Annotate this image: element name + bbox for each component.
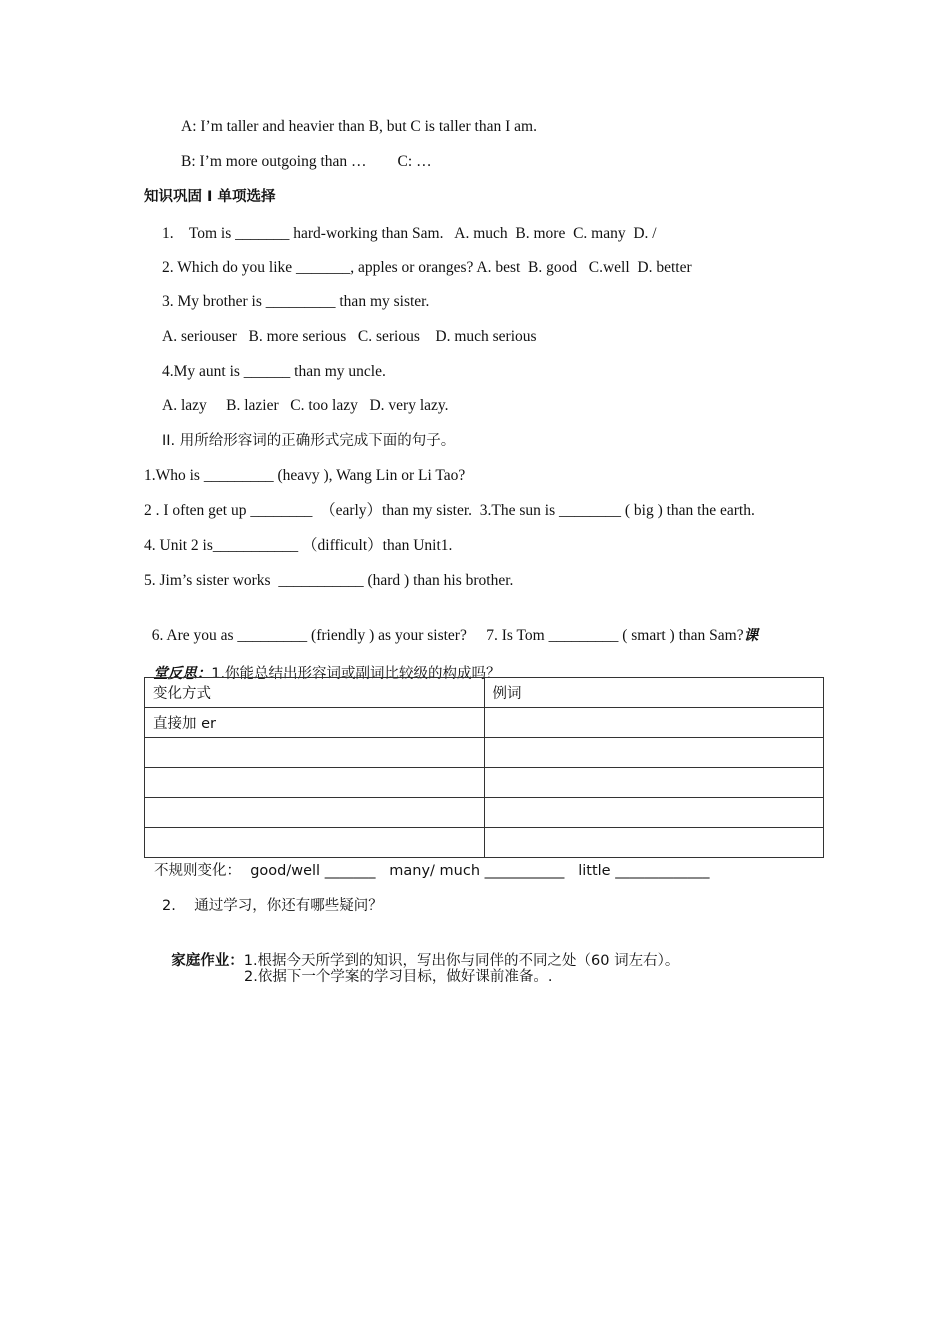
homework-item-1: 1.根据今天所学到的知识，写出你与同伴的不同之处（60 词左右）。 — [243, 953, 680, 969]
section-title-single-choice: 知识巩固 I 单项选择 — [144, 189, 276, 205]
table-cell — [484, 828, 824, 858]
table-row — [145, 738, 824, 768]
reflection-question-2: 2. 通过学习，你还有哪些疑问？ — [162, 898, 383, 914]
sentence-5: 5. Jim’s sister works ___________ (hard ) than his brother. — [144, 572, 514, 589]
table-cell — [145, 738, 485, 768]
table-row — [145, 768, 824, 798]
table-row — [145, 798, 824, 828]
sentence-4: 4. Unit 2 is___________ （difficult）than Unit1. — [144, 537, 453, 554]
homework-label: 家庭作业： — [171, 953, 244, 969]
question-2: 2. Which do you like _______, apples or oranges? A. best B. good C.well D. better — [162, 259, 692, 276]
question-3: 3. My brother is _________ than my sister. — [162, 293, 430, 310]
table-cell — [145, 798, 485, 828]
question-1: 1. Tom is _______ hard-working than Sam. A. much B. more C. many D. / — [162, 225, 657, 242]
table-cell — [145, 828, 485, 858]
irregular-forms: 不规则变化： good/well _______ many/ much ___________ little _____________ — [154, 863, 710, 879]
table-header-method: 变化方式 — [145, 678, 485, 708]
table-cell — [484, 708, 824, 738]
sentence-1: 1.Who is _________ (heavy ), Wang Lin or Li Tao? — [144, 467, 466, 484]
dialogue-line-a: A: I’m taller and heavier than B, but C is taller than I am. — [181, 118, 537, 135]
sentence-6-7-text: 6. Are you as _________ (friendly ) as your sister? 7. Is Tom _________ ( smart ) than Sam? — [151, 627, 744, 644]
table-cell — [145, 768, 485, 798]
table-header-example: 例词 — [484, 678, 824, 708]
sentence-6-7 — [144, 606, 758, 646]
section-title-fill-in: II. 用所给形容词的正确形式完成下面的句子。 — [162, 433, 456, 449]
question-4: 4.My aunt is ______ than my uncle. — [162, 363, 386, 380]
homework-line-1 — [162, 931, 679, 971]
table-cell — [484, 768, 824, 798]
dialogue-line-b: B: I’m more outgoing than … C: … — [181, 153, 432, 170]
reflection-label: 堂反思： — [153, 666, 212, 682]
table-row — [145, 708, 824, 738]
sentence-6-7-tail: 课 — [743, 628, 759, 644]
table-cell — [484, 798, 824, 828]
table-row — [145, 828, 824, 858]
homework-item-2: 2.依据下一个学案的学习目标，做好课前准备。. — [244, 969, 553, 985]
sentence-2-3: 2 . I often get up ________ （early）than my sister. 3.The sun is ________ ( big ) than the earth. — [144, 502, 755, 519]
question-4-options: A. lazy B. lazier C. too lazy D. very lazy. — [162, 397, 449, 414]
comparison-table — [144, 677, 824, 858]
table-cell — [484, 738, 824, 768]
table-cell: 直接加 er — [145, 708, 485, 738]
table-header-row — [145, 678, 824, 708]
question-3-options: A. seriouser B. more serious C. serious D. much serious — [162, 328, 537, 345]
reflection-question-1: 1.你能总结出形容词或副词比较级的构成吗？ — [211, 666, 501, 682]
